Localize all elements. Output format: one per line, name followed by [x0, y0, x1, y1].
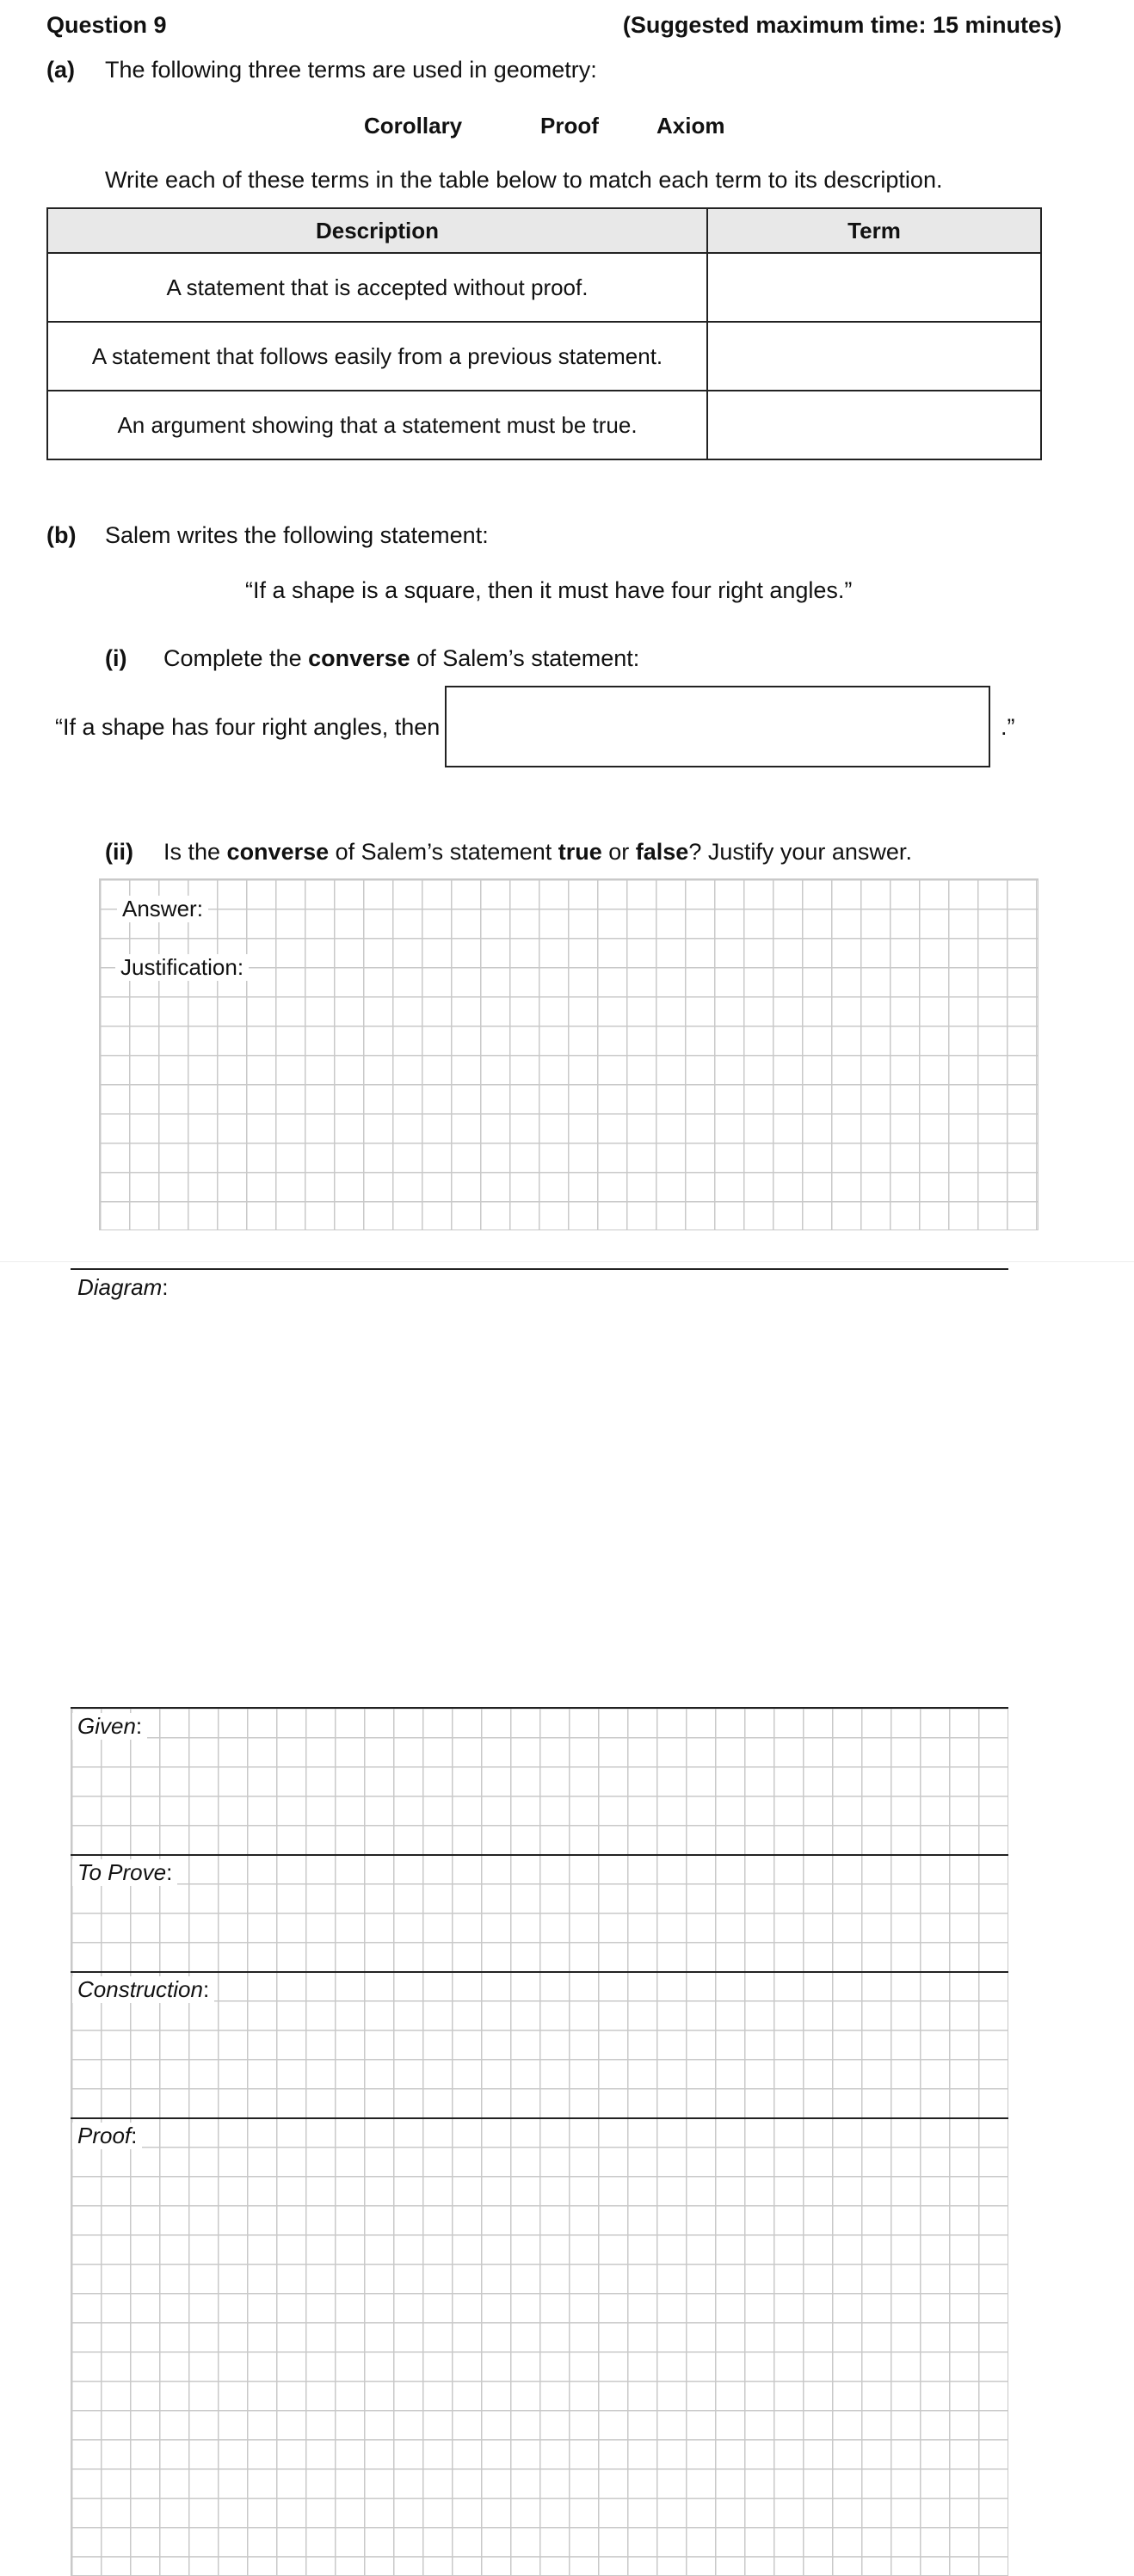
part-b-intro: Salem writes the following statement: — [105, 522, 489, 548]
part-a-intro: The following three terms are used in geometry: — [105, 57, 597, 83]
term-answer-cell[interactable] — [707, 391, 1041, 459]
converse-prompt: “If a shape has four right angles, then — [55, 714, 441, 740]
term-corollary: Corollary — [364, 113, 463, 139]
proof-top-line — [71, 2117, 1008, 2119]
sub-ii-label: (ii) — [105, 839, 133, 865]
diagram-area[interactable] — [71, 1299, 1008, 1704]
converse-closing-quote: .” — [1001, 714, 1015, 740]
diagram-top-line — [71, 1268, 1008, 1270]
proof-label: Proof: — [72, 2123, 142, 2149]
term-axiom: Axiom — [656, 113, 725, 139]
term-answer-cell[interactable] — [707, 253, 1041, 322]
diagram-label: Diagram: — [72, 1274, 173, 1301]
description-cell: An argument showing that a statement must be true. — [47, 391, 707, 459]
answer-label: Answer: — [117, 896, 208, 922]
terms-table — [46, 207, 1042, 460]
header-description: Description — [47, 208, 707, 253]
justification-grid[interactable] — [99, 878, 1038, 1230]
term-proof: Proof — [540, 113, 599, 139]
suggested-time: (Suggested maximum time: 15 minutes) — [622, 12, 1062, 38]
to-prove-label: To Prove: — [72, 1859, 177, 1886]
converse-answer-box[interactable] — [445, 686, 990, 767]
description-cell: A statement that is accepted without proof. — [47, 253, 707, 322]
given-label: Given: — [72, 1713, 147, 1740]
question-title: Question 9 — [46, 12, 167, 38]
construction-label: Construction: — [72, 1976, 214, 2003]
part-a-instruction: Write each of these terms in the table below to match each term to its description. — [105, 167, 943, 193]
construction-top-line — [71, 1971, 1008, 1973]
part-a-label: (a) — [46, 57, 75, 83]
salem-statement: “If a shape is a square, then it must have four right angles.” — [245, 577, 853, 603]
sub-i-question: Complete the converse of Salem’s statement: — [163, 645, 640, 671]
given-top-line — [71, 1707, 1008, 1709]
proof-grid[interactable] — [71, 1707, 1008, 2576]
justification-label: Justification: — [115, 954, 249, 981]
section-divider — [0, 1261, 1134, 1262]
table-row — [47, 253, 1041, 322]
table-row — [47, 391, 1041, 459]
sub-ii-question: Is the converse of Salem’s statement true or false? Justify your answer. — [163, 839, 912, 865]
header-term: Term — [707, 208, 1041, 253]
part-b-label: (b) — [46, 522, 77, 548]
sub-i-label: (i) — [105, 645, 127, 671]
description-cell: A statement that follows easily from a previous statement. — [47, 322, 707, 391]
to-prove-top-line — [71, 1854, 1008, 1856]
table-row — [47, 322, 1041, 391]
term-answer-cell[interactable] — [707, 322, 1041, 391]
